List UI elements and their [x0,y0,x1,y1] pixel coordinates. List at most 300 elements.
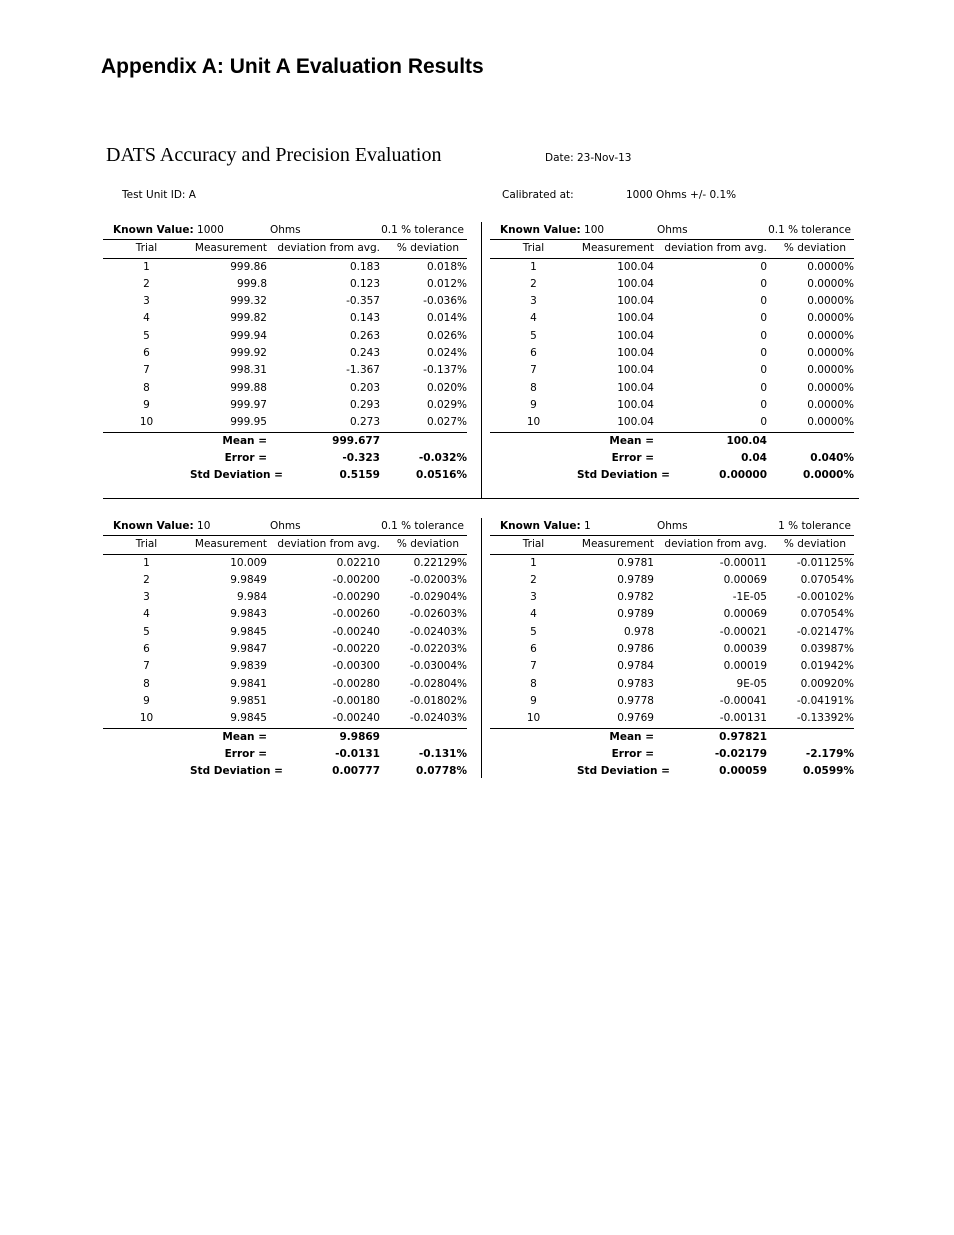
percent-deviation-cell: 0.027% [426,416,467,429]
trial-cell: 5 [530,625,537,638]
table-row [103,293,467,310]
table-row [103,572,467,589]
table-row [490,345,854,362]
deviation-cell: 0 [760,295,767,308]
known-value-label: Known Value: [500,224,581,236]
known-value [500,222,604,239]
percent-deviation-cell: -0.13392% [796,712,854,725]
evaluation-date: Date: 23-Nov-13 [545,152,632,164]
deviation-cell: -0.00011 [719,556,767,569]
trial-header: Trial [522,538,545,551]
trial-cell: 2 [143,573,150,586]
table-row [490,397,854,414]
trial-cell: 7 [530,364,537,377]
deviation-cell: -0.357 [346,295,380,308]
table-row [103,345,467,362]
measurement-cell: 999.82 [230,312,267,325]
stat-value: 0.5159 [339,469,380,482]
deviation-cell: -0.00021 [719,625,767,638]
stat-spacer [490,746,577,763]
trial-cell: 4 [143,312,150,325]
table-row [103,397,467,414]
trial-cell: 10 [139,712,154,725]
deviation-cell: 0 [760,260,767,273]
deviation-cell: 0.123 [349,277,380,290]
column-header-row [490,535,854,554]
percent-deviation-cell: -0.02003% [409,573,467,586]
percent-deviation-header: % deviation [396,242,459,255]
measurement-cell: 100.04 [617,329,654,342]
stat-label: Std Deviation = [190,469,283,482]
table-row [103,259,467,276]
calibrated-value: 1000 Ohms +/- 0.1% [626,189,737,201]
measurement-cell: 9.9845 [230,712,267,725]
horizontal-divider [103,498,859,499]
trial-cell: 4 [143,608,150,621]
percent-deviation-cell: -0.00102% [796,591,854,604]
measurement-cell: 0.9778 [617,694,654,707]
percent-deviation-cell: 0.012% [426,277,467,290]
measurement-cell: 999.94 [230,329,267,342]
trial-cell: 8 [530,677,537,690]
measurement-cell: 100.04 [617,295,654,308]
known-value-number: 10 [197,520,211,532]
deviation-cell: -0.00180 [332,694,380,707]
percent-deviation-cell: -0.02904% [409,591,467,604]
trial-cell: 6 [530,347,537,360]
table-row [103,414,467,432]
deviation-cell: 0.00039 [723,643,767,656]
measurement-header: Measurement [581,538,654,551]
stat-percent: -0.131% [418,747,467,760]
table-row [103,624,467,641]
tolerance-label: 0.1 % tolerance [381,520,464,532]
stat-label: Mean = [222,730,267,743]
deviation-cell: 0.00019 [723,660,767,673]
deviation-cell: -1E-05 [732,591,767,604]
stat-spacer [103,746,190,763]
table-row [490,555,854,572]
measurement-cell: 0.9786 [617,643,654,656]
table-row [103,710,467,728]
trial-cell: 10 [526,712,541,725]
trial-cell: 3 [530,591,537,604]
measurement-cell: 10.009 [230,556,267,569]
trial-cell: 2 [143,277,150,290]
table-row [490,676,854,693]
known-value-label: Known Value: [500,520,581,532]
column-header-row [103,535,467,554]
std-deviation-row [103,763,467,780]
trial-cell: 8 [530,381,537,394]
deviation-cell: 0.263 [349,329,380,342]
table-row [103,641,467,658]
measurement-cell: 100.04 [617,416,654,429]
measurement-cell: 9.9845 [230,625,267,638]
known-value [500,518,591,535]
trial-cell: 7 [143,660,150,673]
trial-cell: 1 [530,260,537,273]
percent-deviation-cell: -0.03004% [409,660,467,673]
trial-cell: 1 [530,556,537,569]
percent-deviation-header: % deviation [783,538,846,551]
known-value [113,222,224,239]
trial-header: Trial [522,242,545,255]
measurement-cell: 9.9849 [230,573,267,586]
table-row [103,380,467,397]
trial-cell: 8 [143,677,150,690]
measurement-cell: 9.9847 [230,643,267,656]
percent-deviation-cell: 0.0000% [807,364,854,377]
table-row [103,310,467,327]
trial-cell: 6 [143,643,150,656]
known-value-row [103,518,467,535]
stat-spacer [380,433,467,450]
table-row [490,658,854,675]
stat-label: Mean = [609,434,654,447]
percent-deviation-cell: -0.01802% [409,694,467,707]
mean-row [103,433,467,450]
stat-value: 0.97821 [719,730,767,743]
stat-spacer [490,729,577,746]
deviation-cell: 0 [760,381,767,394]
deviation-cell: 0 [760,398,767,411]
document-title: DATS Accuracy and Precision Evaluation [106,144,442,166]
table-row [490,310,854,327]
stat-percent: 0.0516% [415,469,467,482]
stat-label: Error = [224,747,267,760]
percent-deviation-cell: -0.04191% [796,694,854,707]
table-row [103,589,467,606]
table-row [490,641,854,658]
mean-row [490,729,854,746]
trial-header: Trial [135,538,158,551]
appendix-title: Appendix A: Unit A Evaluation Results [101,55,484,78]
stat-spacer [490,450,577,467]
table-row [490,293,854,310]
percent-deviation-cell: -0.036% [423,295,467,308]
measurement-cell: 0.9769 [617,712,654,725]
trial-cell: 9 [143,694,150,707]
known-value [113,518,210,535]
error-row [103,746,467,763]
trial-cell: 1 [143,260,150,273]
trial-cell: 6 [530,643,537,656]
trial-cell: 10 [526,416,541,429]
percent-deviation-cell: 0.0000% [807,398,854,411]
table-row [103,658,467,675]
results-table-1000-ohms [103,222,467,484]
percent-deviation-cell: 0.020% [426,381,467,394]
percent-deviation-cell: 0.026% [426,329,467,342]
error-row [490,450,854,467]
stat-spacer [103,433,190,450]
percent-deviation-cell: -0.02804% [409,677,467,690]
known-value-row [490,518,854,535]
percent-deviation-header: % deviation [783,242,846,255]
trial-cell: 5 [143,625,150,638]
stat-label: Std Deviation = [577,765,670,778]
stat-value: 9.9869 [339,730,380,743]
unit-label: Ohms [270,224,301,236]
table-row [490,624,854,641]
measurement-cell: 999.97 [230,398,267,411]
measurement-header: Measurement [581,242,654,255]
test-unit-id: Test Unit ID: A [122,189,196,201]
stat-percent: -2.179% [805,747,854,760]
deviation-cell: -0.00220 [332,643,380,656]
measurement-cell: 999.95 [230,416,267,429]
stat-spacer [103,763,190,780]
deviation-cell: -0.00260 [332,608,380,621]
table-row [103,362,467,379]
measurement-cell: 9.984 [236,591,267,604]
unit-label: Ohms [657,224,688,236]
stat-spacer [380,729,467,746]
deviation-header: deviation from avg. [277,538,380,551]
std-deviation-row [490,467,854,484]
vertical-divider [481,222,482,498]
measurement-cell: 0.9789 [617,573,654,586]
mean-row [490,433,854,450]
stat-value: 100.04 [726,434,767,447]
trial-cell: 5 [143,329,150,342]
vertical-divider [481,518,482,778]
column-header-row [490,239,854,258]
deviation-header: deviation from avg. [664,538,767,551]
stat-percent: 0.0000% [802,469,854,482]
trial-cell: 9 [530,398,537,411]
trial-cell: 2 [530,573,537,586]
deviation-cell: 0.00069 [723,608,767,621]
percent-deviation-cell: 0.024% [426,347,467,360]
percent-deviation-cell: -0.02603% [409,608,467,621]
deviation-cell: 9E-05 [736,677,767,690]
table-row [490,572,854,589]
percent-deviation-cell: 0.0000% [807,381,854,394]
measurement-cell: 999.88 [230,381,267,394]
deviation-cell: -0.00280 [332,677,380,690]
table-row [490,589,854,606]
deviation-cell: -0.00240 [332,625,380,638]
stat-spacer [490,467,577,484]
known-value-number: 1000 [197,224,224,236]
percent-deviation-cell: 0.0000% [807,416,854,429]
measurement-cell: 0.9782 [617,591,654,604]
stat-value: 0.00000 [719,469,767,482]
percent-deviation-cell: 0.029% [426,398,467,411]
deviation-cell: 0.293 [349,398,380,411]
table-row [490,606,854,623]
percent-deviation-cell: 0.01942% [800,660,854,673]
measurement-header: Measurement [194,538,267,551]
error-row [103,450,467,467]
percent-deviation-cell: 0.0000% [807,277,854,290]
deviation-cell: 0 [760,416,767,429]
measurement-cell: 999.8 [236,277,267,290]
deviation-cell: 0.243 [349,347,380,360]
measurement-header: Measurement [194,242,267,255]
trial-cell: 4 [530,608,537,621]
measurement-cell: 0.9789 [617,608,654,621]
percent-deviation-header: % deviation [396,538,459,551]
measurement-cell: 100.04 [617,277,654,290]
deviation-cell: -0.00131 [719,712,767,725]
std-deviation-row [103,467,467,484]
tolerance-label: 0.1 % tolerance [768,224,851,236]
percent-deviation-cell: -0.02203% [409,643,467,656]
table-row [103,555,467,572]
deviation-cell: 0.143 [349,312,380,325]
measurement-cell: 9.9851 [230,694,267,707]
stat-label: Std Deviation = [577,469,670,482]
percent-deviation-cell: 0.07054% [800,608,854,621]
known-value-label: Known Value: [113,224,194,236]
trial-cell: 1 [143,556,150,569]
trial-cell: 2 [530,277,537,290]
table-row [490,276,854,293]
table-row [103,276,467,293]
trial-cell: 3 [143,295,150,308]
trial-header: Trial [135,242,158,255]
std-deviation-row [490,763,854,780]
stat-spacer [490,763,577,780]
results-table-1-ohm [490,518,854,780]
known-value-label: Known Value: [113,520,194,532]
deviation-cell: 0.00069 [723,573,767,586]
deviation-cell: 0 [760,364,767,377]
percent-deviation-cell: 0.22129% [413,556,467,569]
deviation-cell: -0.00240 [332,712,380,725]
percent-deviation-cell: 0.03987% [800,643,854,656]
deviation-header: deviation from avg. [664,242,767,255]
stat-value: 0.00777 [332,765,380,778]
percent-deviation-cell: 0.0000% [807,347,854,360]
tolerance-label: 0.1 % tolerance [381,224,464,236]
deviation-cell: 0.02210 [336,556,380,569]
known-value-number: 1 [584,520,591,532]
percent-deviation-cell: 0.018% [426,260,467,273]
stat-percent: 0.0599% [802,765,854,778]
stat-spacer [490,433,577,450]
stat-value: 0.00059 [719,765,767,778]
stat-percent: 0.0778% [415,765,467,778]
measurement-cell: 998.31 [230,364,267,377]
deviation-cell: -0.00200 [332,573,380,586]
stat-label: Mean = [222,434,267,447]
percent-deviation-cell: 0.07054% [800,573,854,586]
measurement-cell: 100.04 [617,398,654,411]
trial-cell: 9 [530,694,537,707]
deviation-cell: -0.00290 [332,591,380,604]
table-row [490,380,854,397]
measurement-cell: 100.04 [617,347,654,360]
known-value-number: 100 [584,224,605,236]
stat-value: 0.04 [741,451,767,464]
measurement-cell: 999.86 [230,260,267,273]
stat-percent: 0.040% [810,451,854,464]
measurement-cell: 9.9841 [230,677,267,690]
measurement-cell: 100.04 [617,364,654,377]
percent-deviation-cell: -0.01125% [796,556,854,569]
deviation-cell: -1.367 [346,364,380,377]
stat-spacer [767,433,854,450]
percent-deviation-cell: 0.00920% [800,677,854,690]
unit-label: Ohms [657,520,688,532]
unit-label: Ohms [270,520,301,532]
measurement-cell: 0.9783 [617,677,654,690]
percent-deviation-cell: -0.02403% [409,712,467,725]
trial-cell: 7 [530,660,537,673]
trial-cell: 9 [143,398,150,411]
measurement-cell: 0.9781 [617,556,654,569]
table-row [490,259,854,276]
percent-deviation-cell: -0.02147% [796,625,854,638]
results-table-100-ohms [490,222,854,484]
measurement-cell: 9.9843 [230,608,267,621]
percent-deviation-cell: 0.014% [426,312,467,325]
tolerance-label: 1 % tolerance [778,520,851,532]
percent-deviation-cell: 0.0000% [807,260,854,273]
measurement-cell: 999.32 [230,295,267,308]
percent-deviation-cell: 0.0000% [807,312,854,325]
trial-cell: 4 [530,312,537,325]
measurement-cell: 100.04 [617,260,654,273]
deviation-cell: 0.183 [349,260,380,273]
stat-value: -0.0131 [335,747,380,760]
deviation-cell: 0 [760,312,767,325]
calibrated-label: Calibrated at: [502,189,574,201]
stat-spacer [767,729,854,746]
stat-label: Error = [224,451,267,464]
table-row [490,693,854,710]
deviation-cell: 0.203 [349,381,380,394]
stat-label: Error = [611,451,654,464]
trial-cell: 7 [143,364,150,377]
stat-label: Mean = [609,730,654,743]
measurement-cell: 0.9784 [617,660,654,673]
deviation-cell: -0.00300 [332,660,380,673]
results-table-10-ohms [103,518,467,780]
stat-spacer [103,450,190,467]
deviation-cell: -0.00041 [719,694,767,707]
percent-deviation-cell: -0.137% [423,364,467,377]
trial-cell: 8 [143,381,150,394]
stat-label: Std Deviation = [190,765,283,778]
table-row [490,414,854,432]
known-value-row [490,222,854,239]
measurement-cell: 100.04 [617,312,654,325]
stat-value: -0.323 [342,451,380,464]
deviation-cell: 0 [760,277,767,290]
table-row [103,606,467,623]
trial-cell: 5 [530,329,537,342]
stat-label: Error = [611,747,654,760]
deviation-cell: 0 [760,347,767,360]
measurement-cell: 9.9839 [230,660,267,673]
percent-deviation-cell: 0.0000% [807,295,854,308]
column-header-row [103,239,467,258]
trial-cell: 10 [139,416,154,429]
measurement-cell: 999.92 [230,347,267,360]
deviation-header: deviation from avg. [277,242,380,255]
stat-value: -0.02179 [714,747,767,760]
table-row [490,710,854,728]
trial-cell: 6 [143,347,150,360]
trial-cell: 3 [143,591,150,604]
stat-spacer [103,729,190,746]
error-row [490,746,854,763]
